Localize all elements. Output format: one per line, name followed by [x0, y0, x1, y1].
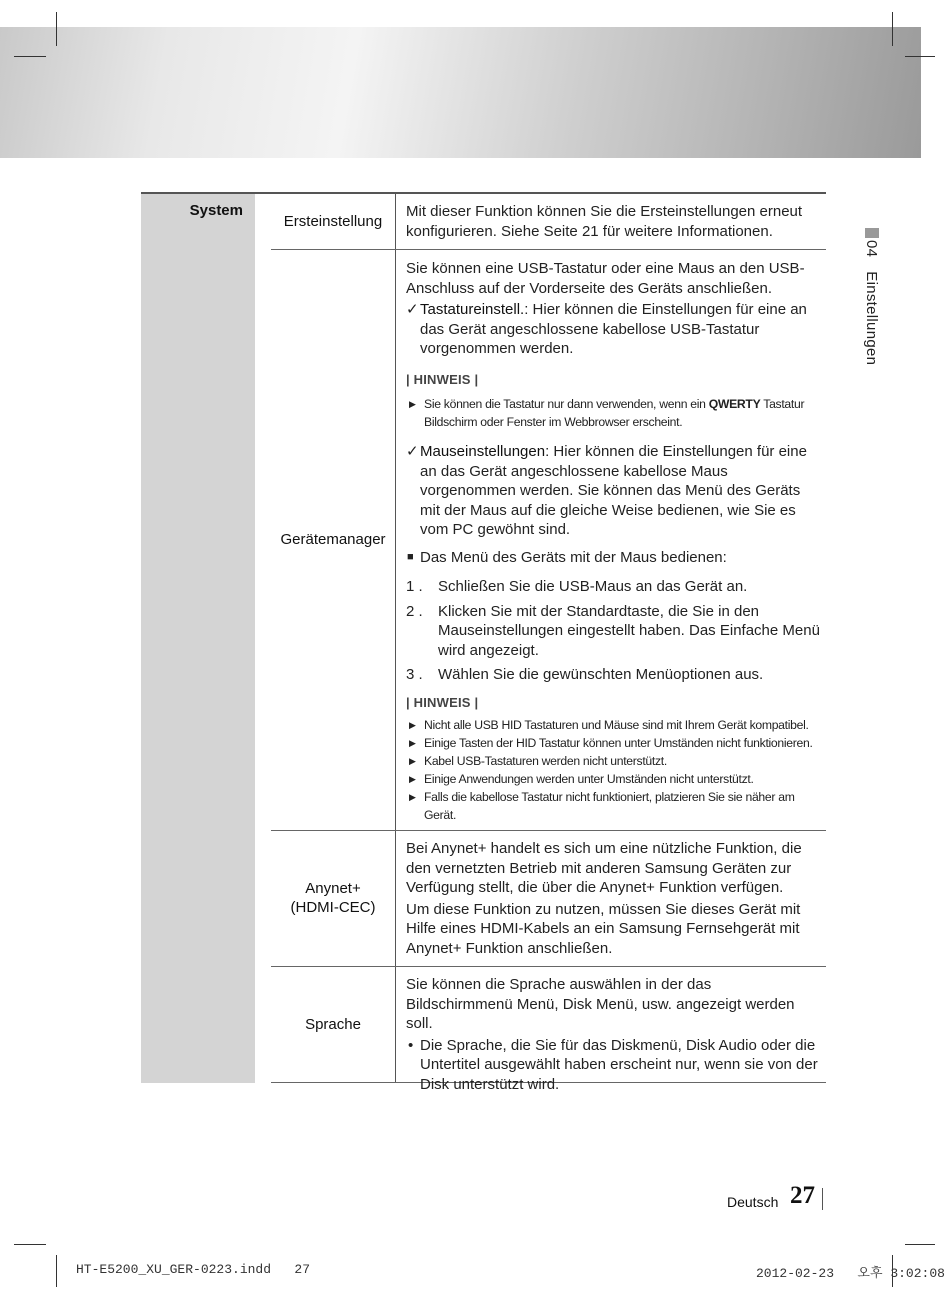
chapter-title	[863, 240, 880, 365]
step-number: 2 .	[406, 602, 423, 620]
triangle-bullet-icon: ▶	[409, 774, 416, 784]
note-item	[406, 395, 822, 431]
anynet-label-line2: (HDMI-CEC)	[290, 899, 376, 916]
footer-language: Deutsch	[727, 1194, 779, 1210]
mouse-settings-item	[406, 442, 822, 540]
note-text: Einige Anwendungen werden unter Umständen nicht unterstützt.	[424, 772, 754, 786]
row-desc-anynet	[406, 839, 822, 958]
row-divider	[271, 966, 826, 967]
category-label: System	[189, 202, 243, 219]
mouse-settings-text: : Hier können die Einstellungen für eine an das Gerät angeschlossene kabellose Maus vorgenommen werden. Sie können das Menü des Geräts mit der Maus auf die gleiche Weise bedienen, wie Sie es vom PC gewöhnt sind.	[420, 443, 807, 538]
note-text: Nicht alle USB HID Tastaturen und Mäuse sind mit Ihrem Gerät kompatibel.	[424, 718, 809, 732]
note-item	[406, 788, 822, 824]
step-item	[406, 577, 822, 597]
row-desc-sprache	[406, 975, 822, 1094]
table-top-rule	[141, 192, 826, 194]
row-desc-ersteinstellung	[406, 202, 822, 241]
note-text: Falls die kabellose Tastatur nicht funktioniert, platzieren Sie sie näher am Gerät.	[424, 790, 795, 822]
note-text: Einige Tasten der HID Tastatur können unter Umständen nicht funktionieren.	[424, 736, 813, 750]
anynet-label-line1: Anynet+	[305, 880, 361, 897]
note-item	[406, 770, 822, 788]
category-column	[141, 193, 255, 1083]
note-title: | HINWEIS |	[406, 371, 479, 387]
row-divider	[271, 830, 826, 831]
triangle-bullet-icon: ▶	[409, 792, 416, 802]
slug-filename: HT-E5200_XU_GER-0223.indd 27	[76, 1262, 311, 1277]
sprache-paragraph: Sie können die Sprache auswählen in der das Bildschirmmenü Menü, Disk Menü, usw. angezeigt werden soll.	[406, 976, 795, 1032]
row-label-geraetemanager: Gerätemanager	[280, 531, 386, 548]
chapter-name: Einstellungen	[863, 271, 880, 366]
crop-mark	[905, 1244, 935, 1245]
checkmark-icon: ✓	[406, 301, 419, 318]
slug-date: 2012-02-23 오후 3:02:08	[756, 1266, 945, 1281]
dot-bullet-icon: •	[408, 1036, 414, 1054]
square-bullet-item	[406, 548, 822, 568]
ersteinstellung-text: Mit dieser Funktion können Sie die Ersteinstellungen erneut konfigurieren. Siehe Seite 21 für weitere Informationen.	[406, 203, 803, 240]
chapter-number: 04	[863, 240, 880, 258]
note-title: | HINWEIS |	[406, 694, 479, 710]
triangle-bullet-icon: ▶	[409, 399, 416, 409]
step-text: Wählen Sie die gewünschten Menüoptionen aus.	[438, 666, 764, 683]
crop-mark	[56, 1255, 57, 1287]
keyboard-settings-text: : Hier können die Einstellungen für eine an das Gerät angeschlossene kabellose USB-Tastatur vorgenommen werden.	[420, 301, 807, 357]
row-label-ersteinstellung: Ersteinstellung	[283, 213, 383, 230]
footer-divider	[822, 1188, 823, 1210]
anynet-paragraph-1: Bei Anynet+ handelt es sich um eine nützliche Funktion, die den vernetzten Betrieb mit anderen Samsung Geräten zur Verfügung stellt, die über die Anynet+ Funktion verfügen.	[406, 840, 802, 896]
bullet-item	[406, 1036, 822, 1095]
header-band	[0, 27, 921, 158]
step-text: Klicken Sie mit der Standardtaste, die Sie in den Mauseinstellungen eingestellt haben. Das Einfache Menü wird angezeigt.	[438, 602, 820, 659]
triangle-bullet-icon: ▶	[409, 738, 416, 748]
note-text-before: Sie können die Tastatur nur dann verwenden, wenn ein	[424, 397, 709, 411]
geraetemanager-intro: Sie können eine USB-Tastatur oder eine Maus an den USB-Anschluss auf der Vorderseite des Geräts anschließen.	[406, 260, 805, 297]
crop-mark	[56, 12, 57, 46]
note-text-after: Tastatur Bildschirm oder Fenster im Webbrowser erscheint.	[424, 397, 805, 429]
row-desc-geraetemanager	[406, 259, 822, 824]
step-number: 3 .	[406, 666, 423, 683]
triangle-bullet-icon: ▶	[409, 720, 416, 730]
table-column-divider	[395, 193, 396, 1083]
crop-mark	[892, 12, 893, 46]
anynet-paragraph-2: Um diese Funktion zu nutzen, müssen Sie dieses Gerät mit Hilfe eines HDMI-Kabels an ein Samsung Fernsehgerät mit Anynet+ Funktion anschließen.	[406, 900, 801, 957]
step-text: Schließen Sie die USB-Maus an das Gerät an.	[438, 578, 748, 595]
crop-mark	[14, 1244, 46, 1245]
chapter-tab-marker	[865, 228, 879, 238]
checkmark-icon: ✓	[406, 443, 419, 460]
row-divider	[271, 249, 826, 250]
keyboard-settings-term: Tastatureinstell.	[420, 301, 525, 318]
triangle-bullet-icon: ▶	[409, 756, 416, 766]
mouse-settings-term: Mauseinstellungen	[420, 443, 546, 460]
page-number: 27	[790, 1182, 815, 1209]
chapter-side-tab	[842, 228, 902, 388]
note-item	[406, 752, 822, 770]
bullet-text: Die Sprache, die Sie für das Diskmenü, Disk Audio oder die Untertitel ausgewählt haben erscheint nur, wenn sie von der Disk unterstützt wird.	[420, 1036, 818, 1093]
crop-mark	[14, 56, 46, 57]
step-item	[406, 602, 822, 661]
crop-mark	[905, 56, 935, 57]
step-item	[406, 665, 822, 685]
keyboard-settings-item	[406, 300, 822, 359]
square-bullet-text: Das Menü des Geräts mit der Maus bedienen:	[420, 548, 727, 566]
note-qwerty: QWERTY	[708, 397, 761, 411]
row-label-anynet	[271, 879, 395, 917]
note-text: Kabel USB-Tastaturen werden nicht unterstützt.	[424, 754, 667, 768]
note-item	[406, 716, 822, 734]
square-bullet-icon: ■	[407, 550, 414, 563]
step-number: 1 .	[406, 578, 423, 595]
row-label-sprache: Sprache	[305, 1016, 361, 1033]
note-item	[406, 734, 822, 752]
